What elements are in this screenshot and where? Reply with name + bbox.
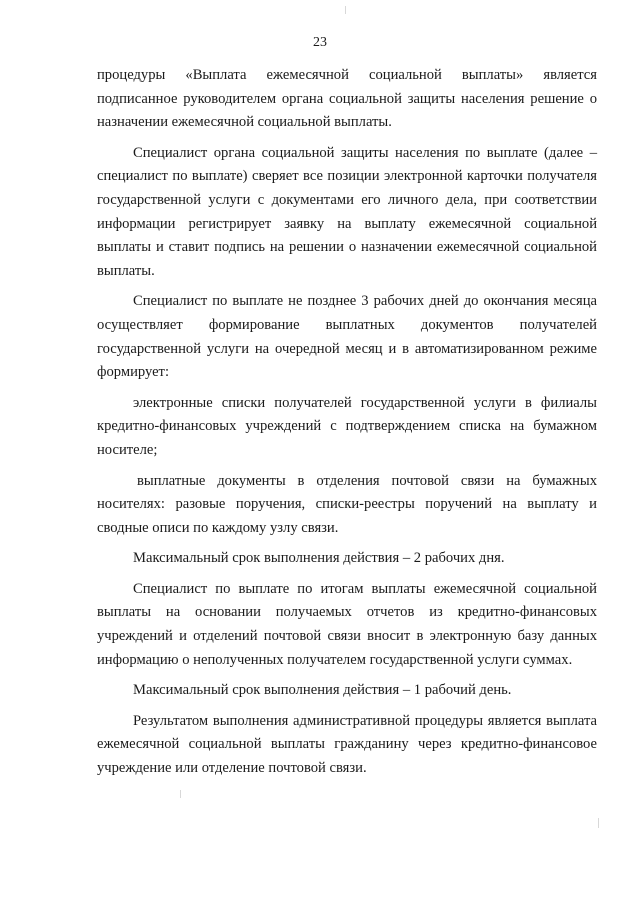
scan-artifact	[180, 790, 181, 798]
scan-artifact	[598, 818, 599, 828]
scan-artifact	[345, 6, 346, 14]
paragraph: выплатные документы в отделения почтовой связи на бумажных носителях: разовые поручения, списки-реестры поручений на выплату и сводные описи по каждому узлу связи.	[97, 472, 597, 536]
page-number: 23	[313, 35, 327, 50]
document-body	[97, 64, 597, 788]
paragraph: Результатом выполнения административной процедуры является выплата ежемесячной социальной выплаты гражданину через кредитно-финансовое учреждение или отделение почтовой связи.	[97, 712, 597, 777]
paragraph: Специалист по выплате не позднее 3 рабочих дней до окончания месяца осуществляет формирование выплатных документов получателей государственной услуги на очередной месяц и в автоматизированном режиме формирует:	[97, 293, 597, 381]
paragraph: электронные списки получателей государственной услуги в филиалы кредитно-финансовых учреждений с подтверждением списка на бумажном носителе;	[97, 394, 597, 458]
paragraph: процедуры «Выплата ежемесячной социальной выплаты» является подписанное руководителем органа социальной защиты населения решение о назначении ежемесячной социальной выплаты.	[97, 67, 597, 131]
paragraph: Максимальный срок выполнения действия – 1 рабочий день.	[133, 682, 512, 699]
paragraph: Максимальный срок выполнения действия – 2 рабочих дня.	[133, 550, 505, 567]
paragraph: Специалист по выплате по итогам выплаты ежемесячной социальной выплаты на основании получаемых отчетов из кредитно-финансовых учреждений и отделений почтовой связи вносит в электронную базу данных информацию о неполученных получателем государственной услуги суммах.	[97, 580, 597, 668]
paragraph: Специалист органа социальной защиты населения по выплате (далее – специалист по выплате) сверяет все позиции электронной карточки получателя государственной услуги с документами его личного дела, при соответствии информации регистрирует заявку на выплату ежемесячной социальной выплаты и ставит подпись на решении о назначении ежемесячной социальной выплаты.	[97, 144, 597, 279]
